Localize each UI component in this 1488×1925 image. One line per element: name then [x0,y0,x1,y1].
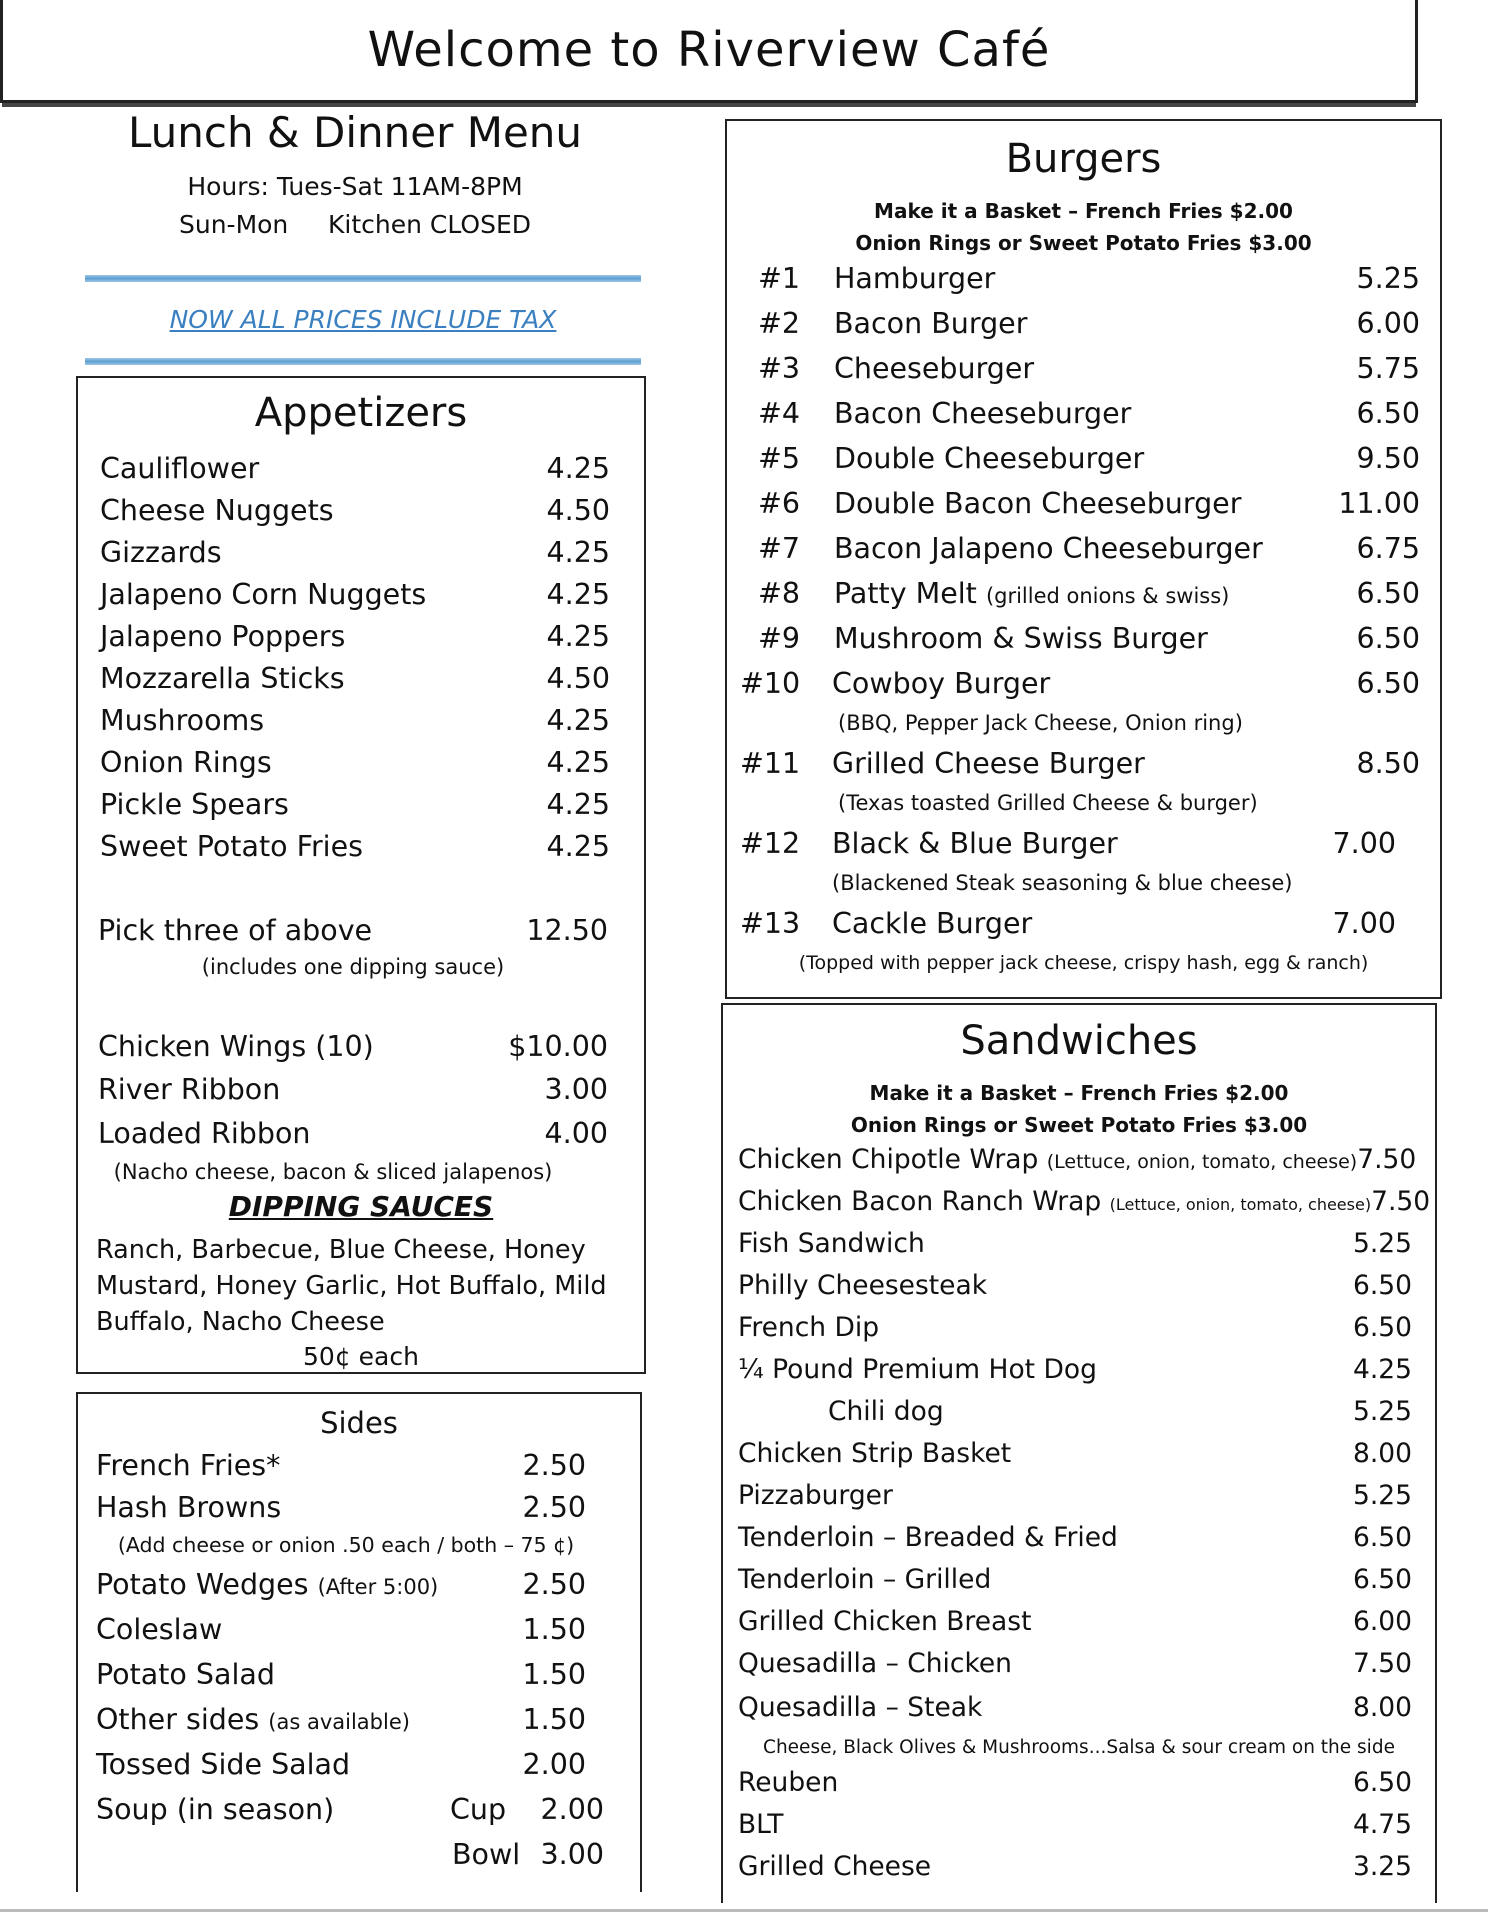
list-item [738,1186,1431,1217]
item-note: (After 5:00) [317,1575,439,1599]
item-name: Chicken Chipotle Wrap [738,1144,1039,1175]
item-name: Chili dog [828,1396,944,1427]
list-item [100,620,610,653]
list-item [738,1564,1412,1595]
sandwiches-title: Sandwiches [960,1018,1198,1064]
item-name: Fish Sandwich [738,1228,925,1259]
list-item [100,536,610,569]
list-item [738,1270,1412,1301]
item-name: Reuben [738,1767,839,1798]
item-name: Pickle Spears [100,788,289,821]
list-item [738,1692,1412,1723]
item-price: 4.50 [546,662,610,695]
page-title-box [0,0,1418,103]
item-price: 7.50 [1357,1144,1417,1175]
burgers-basket-line-2: Onion Rings or Sweet Potato Fries $3.00 [855,231,1312,255]
item-price: 9.50 [1356,442,1420,475]
item-note: (Lettuce, onion, tomato, cheese) [1109,1195,1372,1214]
black-blue-note: (Blackened Steak seasoning & blue cheese) [832,871,1293,895]
item-name: Hamburger [834,262,996,295]
item-name: Hash Browns [96,1491,282,1524]
pick-three-note: (includes one dipping sauce) [201,955,505,979]
tax-note: NOW ALL PRICES INCLUDE TAX [169,305,557,334]
item-name: Bacon Jalapeno Cheeseburger [834,532,1263,565]
list-item [98,1117,608,1150]
item-name: Coleslaw [96,1613,223,1646]
item-name: French Fries* [96,1449,281,1482]
item-price: 1.50 [522,1613,586,1646]
item-name: Pick three of above [98,914,373,947]
item-name: Tossed Side Salad [96,1748,351,1781]
list-item [758,442,1420,475]
item-price: 5.25 [1352,1228,1412,1259]
item-price: 2.50 [522,1568,586,1601]
item-name: Chicken Strip Basket [738,1438,1012,1469]
item-name: Soup (in season) [96,1793,335,1826]
item-price: $10.00 [508,1030,608,1063]
list-item [96,1703,586,1736]
item-name: Quesadilla – Steak [738,1692,983,1723]
item-price: 6.50 [1352,1270,1412,1301]
item-name: French Dip [738,1312,880,1343]
list-item [758,262,1420,295]
cackle-note: (Topped with pepper jack cheese, crispy hash, egg & ranch) [798,952,1369,974]
item-price: 4.25 [546,620,610,653]
list-item [100,578,610,611]
item-price: 7.50 [1371,1186,1431,1217]
bowl-label: Bowl [452,1838,521,1871]
item-number: #2 [758,307,801,340]
pick-three-row [98,914,608,947]
item-price: 7.00 [1332,827,1396,860]
item-price: 6.00 [1356,307,1420,340]
item-name: Grilled Chicken Breast [738,1606,1032,1637]
item-price: 6.50 [1352,1564,1412,1595]
list-item [96,1491,586,1524]
sauces-line-1: Ranch, Barbecue, Blue Cheese, Honey [96,1235,586,1265]
cup-price: 2.00 [540,1793,604,1826]
list-item [98,1030,608,1063]
item-name: Cauliflower [100,452,260,485]
item-price: 6.50 [1356,577,1420,610]
list-item [100,746,610,779]
item-price: 11.00 [1338,487,1420,520]
burgers-basket-line-1: Make it a Basket – French Fries $2.00 [874,199,1293,223]
item-name: Patty Melt [834,577,977,610]
hours-line-1: Hours: Tues-Sat 11AM-8PM [187,172,523,201]
item-price: 4.25 [546,830,610,863]
item-number: #12 [740,827,801,860]
item-price: 6.50 [1356,397,1420,430]
item-price: 12.50 [526,914,608,947]
item-name: River Ribbon [98,1073,281,1106]
item-name: Mozzarella Sticks [100,662,345,695]
divider-top [85,275,641,282]
list-item [738,1767,1412,1798]
grilled-cheese-burger-note: (Texas toasted Grilled Cheese & burger) [838,791,1258,815]
dipping-sauces-title: DIPPING SAUCES [228,1190,494,1223]
item-number: #8 [758,577,801,610]
item-price: 4.25 [546,578,610,611]
list-item [758,622,1420,655]
list-item [740,747,1420,780]
item-name: ¼ Pound Premium Hot Dog [738,1354,1097,1385]
item-price: 6.50 [1352,1522,1412,1553]
list-item [96,1658,586,1691]
menu-title: Lunch & Dinner Menu [127,108,583,157]
item-price: 7.50 [1352,1648,1412,1679]
item-name: Other sides [96,1703,260,1736]
list-item [738,1144,1417,1175]
item-name: Loaded Ribbon [98,1117,311,1150]
list-item [738,1438,1412,1469]
list-item [738,1522,1412,1553]
item-price: 2.50 [522,1449,586,1482]
item-name: Tenderloin – Grilled [738,1564,992,1595]
item-name: Grilled Cheese Burger [832,747,1145,780]
page-title: Welcome to Riverview Café [367,22,1051,78]
item-name: Cheeseburger [834,352,1035,385]
list-item [758,577,1420,610]
sandwiches-basket-line-1: Make it a Basket – French Fries $2.00 [869,1081,1289,1105]
item-name: Cackle Burger [832,907,1033,940]
item-number: #11 [740,747,801,780]
item-note: (grilled onions & swiss) [985,584,1230,608]
item-price: 4.25 [546,704,610,737]
list-item [738,1312,1412,1343]
item-number: #10 [740,667,801,700]
item-number: #13 [740,907,801,940]
item-price: 8.00 [1352,1438,1412,1469]
item-price: 5.75 [1356,352,1420,385]
hours-line-2: Sun-Mon Kitchen CLOSED [178,210,531,239]
list-item [100,788,610,821]
list-item [98,1073,608,1106]
item-name: Mushroom & Swiss Burger [834,622,1208,655]
quesadilla-note: Cheese, Black Olives & Mushrooms...Salsa & sour cream on the side [763,1737,1395,1758]
cowboy-note: (BBQ, Pepper Jack Cheese, Onion ring) [838,711,1243,735]
list-item [96,1613,586,1646]
burgers-title: Burgers [1005,136,1162,182]
bowl-row [452,1838,604,1871]
list-item [100,494,610,527]
item-price: 4.25 [1352,1354,1412,1385]
sides-title: Sides [320,1406,398,1440]
list-item [96,1748,586,1781]
sauces-line-3: Buffalo, Nacho Cheese [96,1307,385,1337]
item-name: Mushrooms [100,704,265,737]
divider-bottom [85,358,641,365]
cup-label: Cup [450,1793,507,1826]
item-price: 6.50 [1356,667,1420,700]
item-price: 4.00 [544,1117,608,1150]
page-bottom-edge [0,1909,1488,1912]
sauces-line-2: Mustard, Honey Garlic, Hot Buffalo, Mild [96,1271,607,1301]
item-name: Potato Wedges [96,1568,309,1601]
item-price: 8.50 [1356,747,1420,780]
list-item [738,1606,1412,1637]
hash-browns-note: (Add cheese or onion .50 each / both – 75 ¢) [117,1533,575,1557]
item-name: Philly Cheesesteak [738,1270,988,1301]
item-name: Gizzards [100,536,222,569]
item-price: 1.50 [522,1703,586,1736]
item-name: Double Cheeseburger [834,442,1145,475]
item-price: 8.00 [1352,1692,1412,1723]
item-price: 4.75 [1352,1809,1412,1840]
list-item [758,307,1420,340]
list-item [96,1449,586,1482]
item-name: Double Bacon Cheeseburger [834,487,1242,520]
list-item [738,1480,1412,1511]
item-number: #3 [758,352,801,385]
item-price: 5.25 [1352,1480,1412,1511]
item-name: BLT [738,1809,784,1840]
list-item [100,662,610,695]
item-price: 4.25 [546,452,610,485]
list-item [740,667,1420,700]
item-price: 4.25 [546,788,610,821]
list-item [758,487,1420,520]
list-item [738,1354,1412,1385]
item-price: 5.25 [1356,262,1420,295]
list-item [758,397,1420,430]
item-price: 3.00 [544,1073,608,1106]
item-name: Bacon Cheeseburger [834,397,1132,430]
list-item [738,1228,1412,1259]
list-item [100,704,610,737]
item-price: 6.75 [1356,532,1420,565]
list-item [740,827,1396,860]
item-name: Pizzaburger [738,1480,893,1511]
bowl-price: 3.00 [540,1838,604,1871]
item-price: 7.00 [1332,907,1396,940]
item-note: (Lettuce, onion, tomato, cheese) [1046,1151,1358,1173]
item-price: 4.25 [546,536,610,569]
item-name: Sweet Potato Fries [100,830,363,863]
sauces-price: 50¢ each [303,1342,419,1371]
item-note: (as available) [268,1710,410,1734]
item-number: #4 [758,397,801,430]
item-price: 4.25 [546,746,610,779]
item-name: Grilled Cheese [738,1851,932,1882]
item-price: 5.25 [1352,1396,1412,1427]
item-number: #6 [758,487,801,520]
item-number: #5 [758,442,801,475]
item-name: Cheese Nuggets [100,494,334,527]
sandwiches-basket-line-2: Onion Rings or Sweet Potato Fries $3.00 [850,1113,1308,1137]
soup-row [96,1793,604,1826]
item-price: 4.50 [546,494,610,527]
item-price: 6.50 [1352,1312,1412,1343]
item-name: Potato Salad [96,1658,275,1691]
item-name: Chicken Bacon Ranch Wrap [738,1186,1102,1217]
item-price: 1.50 [522,1658,586,1691]
item-name: Cowboy Burger [832,667,1051,700]
item-name: Jalapeno Poppers [100,620,346,653]
list-item [758,532,1420,565]
list-item [758,352,1420,385]
item-number: #9 [758,622,801,655]
item-name: Quesadilla – Chicken [738,1648,1012,1679]
item-price: 6.50 [1356,622,1420,655]
item-name: Black & Blue Burger [832,827,1118,860]
appetizers-title: Appetizers [254,390,468,436]
list-item [740,907,1396,940]
list-item [100,830,610,863]
item-number: #7 [758,532,801,565]
item-number: #1 [758,262,801,295]
list-item [96,1568,586,1601]
list-item [100,452,610,485]
loaded-ribbon-note: (Nacho cheese, bacon & sliced jalapenos) [113,1160,553,1184]
list-item [738,1648,1412,1679]
list-item [828,1396,1412,1427]
item-name: Bacon Burger [834,307,1028,340]
item-name: Tenderloin – Breaded & Fried [738,1522,1118,1553]
list-item [738,1809,1412,1840]
item-price: 3.25 [1352,1851,1412,1882]
item-name: Jalapeno Corn Nuggets [100,578,427,611]
item-name: Chicken Wings (10) [98,1030,374,1063]
item-name: Onion Rings [100,746,272,779]
item-price: 2.50 [522,1491,586,1524]
item-price: 6.50 [1352,1767,1412,1798]
item-price: 6.00 [1352,1606,1412,1637]
item-price: 2.00 [522,1748,586,1781]
list-item [738,1851,1412,1882]
